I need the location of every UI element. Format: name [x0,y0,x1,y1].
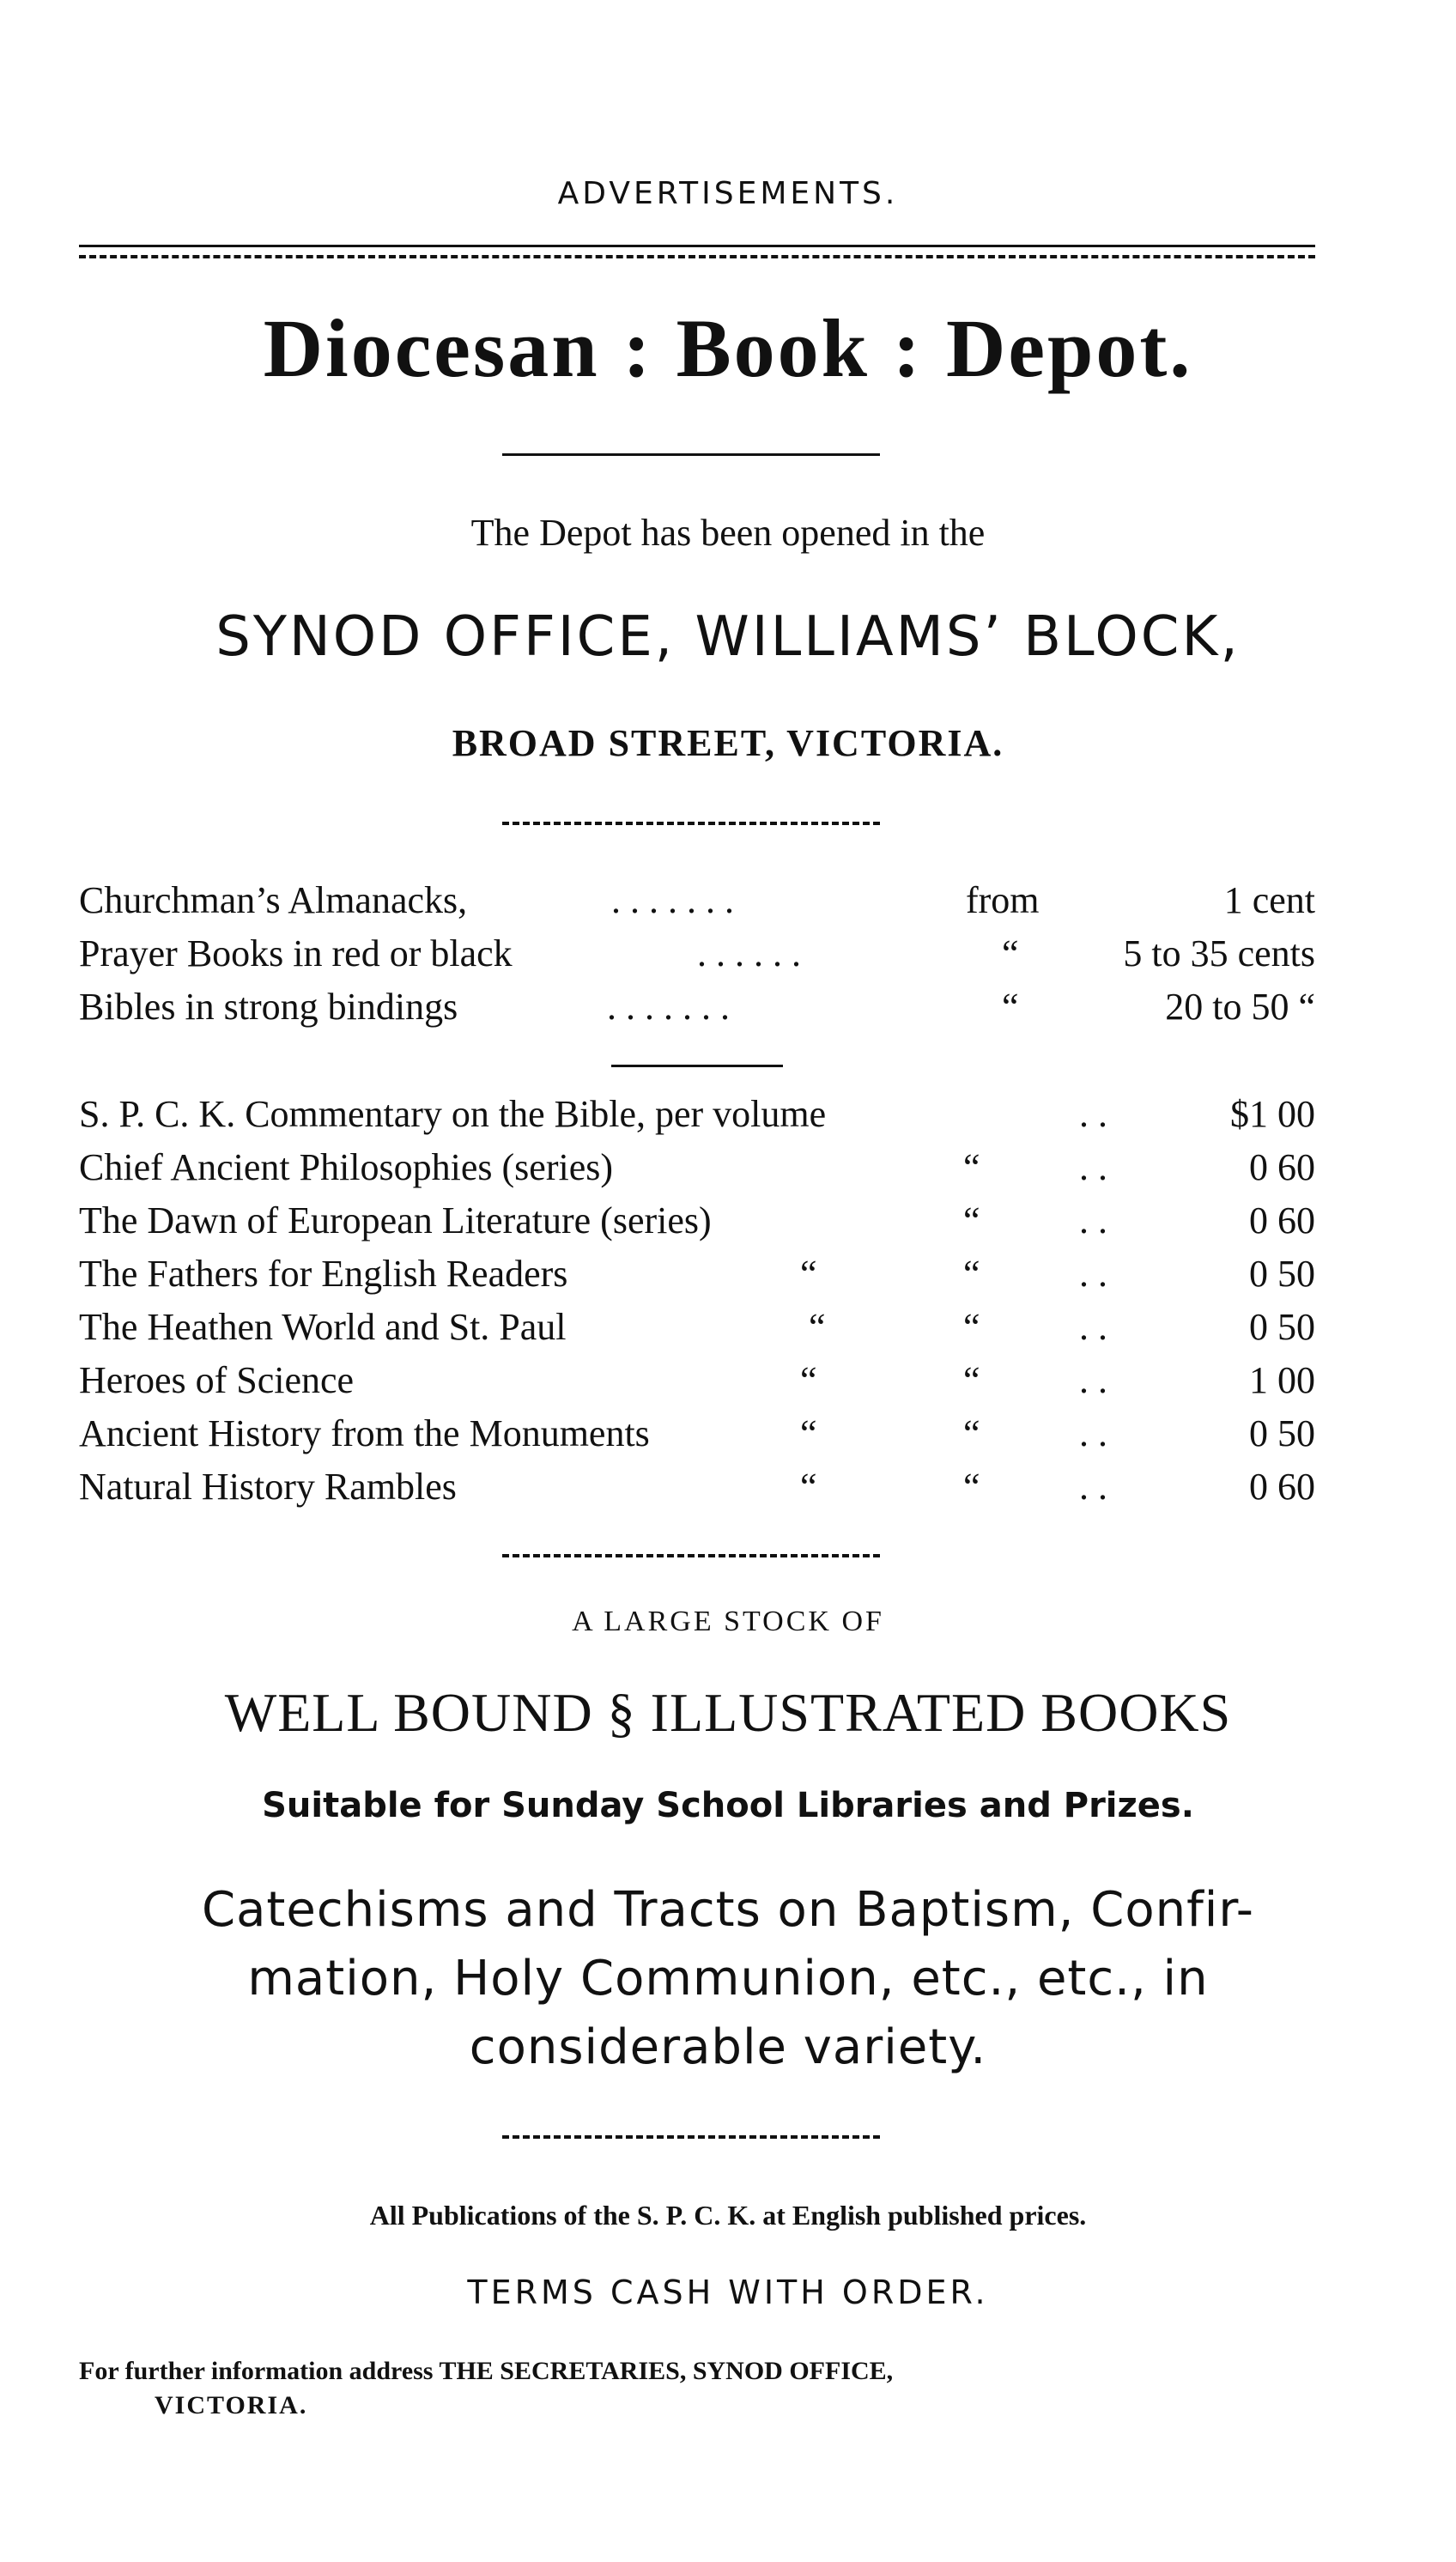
location-line-1: SYNOD OFFICE, WILLIAMS’ BLOCK, [215,605,1241,669]
item-name: Natural History Rambles [79,1466,457,1508]
item-name: The Fathers for English Readers [79,1253,568,1295]
list-item [79,1412,1315,1463]
item-name: Chief Ancient Philosophies (series) [79,1146,614,1188]
item-price: 0 50 [1249,1253,1315,1295]
item-dots: . . [1079,1359,1107,1401]
well-bound-heading: WELL BOUND § ILLUSTRATED BOOKS [224,1682,1232,1743]
title-underline [502,453,880,456]
page-title: Diocesan : Book : Depot. [263,302,1193,394]
item-name: Churchman’s Almanacks, [79,879,468,921]
item-dots: . . [1079,1199,1107,1242]
item-ditto: “ [963,1466,980,1508]
divider-2 [611,1065,783,1067]
suitable-text: Suitable for Sunday School Libraries and Prizes. [262,1786,1194,1825]
item-price: 0 60 [1249,1199,1315,1242]
header-label: ADVERTISEMENTS. [557,176,899,211]
item-ditto: “ [800,1359,817,1401]
item-name: Ancient History from the Monuments [79,1412,650,1454]
item-ditto: “ [963,1412,980,1454]
item-price: 1 00 [1249,1359,1315,1401]
further-info-line-1: For further information address THE SECRETARIES, SYNOD OFFICE, [79,2357,894,2385]
item-dots: . . [1079,1412,1107,1454]
item-dots: . . . . . . [697,932,801,974]
item-price: 0 50 [1249,1412,1315,1454]
list-item [79,1358,1315,1410]
item-price: 0 60 [1249,1466,1315,1508]
list-item [79,1465,1315,1516]
item-from: “ [1002,986,1019,1028]
item-dots: . . [1079,1146,1107,1188]
item-name: Heroes of Science [79,1359,355,1401]
item-price: 20 to 50 “ [1165,986,1315,1028]
list-item [79,1145,1315,1197]
intro-text: The Depot has been opened in the [470,512,986,554]
item-name: The Heathen World and St. Paul [79,1306,567,1348]
list-item [79,878,1315,930]
item-name: S. P. C. K. Commentary on the Bible, per volume [79,1093,827,1135]
item-ditto: “ [963,1359,980,1401]
item-price: 5 to 35 cents [1123,932,1315,974]
item-price: 0 60 [1249,1146,1315,1188]
item-price: 0 50 [1249,1306,1315,1348]
header-dashed-rule [79,255,1315,258]
list-item [79,1092,1315,1144]
divider-3 [502,1554,880,1557]
catechisms-block [0,1876,1456,2082]
item-ditto: “ [963,1146,980,1188]
item-name: Bibles in strong bindings [79,986,458,1028]
item-ditto: “ [963,1199,980,1242]
catechisms-line-3: considerable variety. [469,2019,987,2075]
item-dots: . . [1079,1306,1107,1348]
divider-4 [502,2135,880,2139]
publications-note: All Publications of the S. P. C. K. at English published prices. [369,2200,1087,2231]
item-dots: . . [1079,1253,1107,1295]
item-ditto: “ [800,1412,817,1454]
item-from: from [966,879,1040,921]
item-ditto: “ [800,1253,817,1295]
item-ditto: “ [963,1253,980,1295]
item-dots: . . [1079,1093,1107,1135]
stock-label: A LARGE STOCK OF [572,1606,884,1637]
item-price: $1 00 [1230,1093,1315,1135]
item-ditto: “ [809,1306,826,1348]
catechisms-line-2: mation, Holy Communion, etc., etc., in [247,1951,1209,2006]
list-item [79,1305,1315,1357]
item-dots: . . [1079,1466,1107,1508]
list-item [79,1252,1315,1303]
list-item [79,985,1315,1036]
list-item [79,932,1315,983]
item-ditto: “ [963,1306,980,1348]
item-from: “ [1002,932,1019,974]
item-ditto: “ [800,1466,817,1508]
divider-1 [502,822,880,825]
terms-note: TERMS CASH WITH ORDER. [467,2274,989,2311]
header-rule [79,245,1315,247]
location-line-2: BROAD STREET, VICTORIA. [452,722,1004,764]
item-dots: . . . . . . . [607,986,730,1028]
item-name: The Dawn of European Literature (series) [79,1199,712,1242]
further-info-line-2: VICTORIA. [155,2391,308,2419]
catechisms-line-1: Catechisms and Tracts on Baptism, Confir- [201,1882,1255,1938]
item-price: 1 cent [1223,879,1315,921]
list-item [79,1199,1315,1250]
item-name: Prayer Books in red or black [79,932,513,974]
item-dots: . . . . . . . [611,879,734,921]
